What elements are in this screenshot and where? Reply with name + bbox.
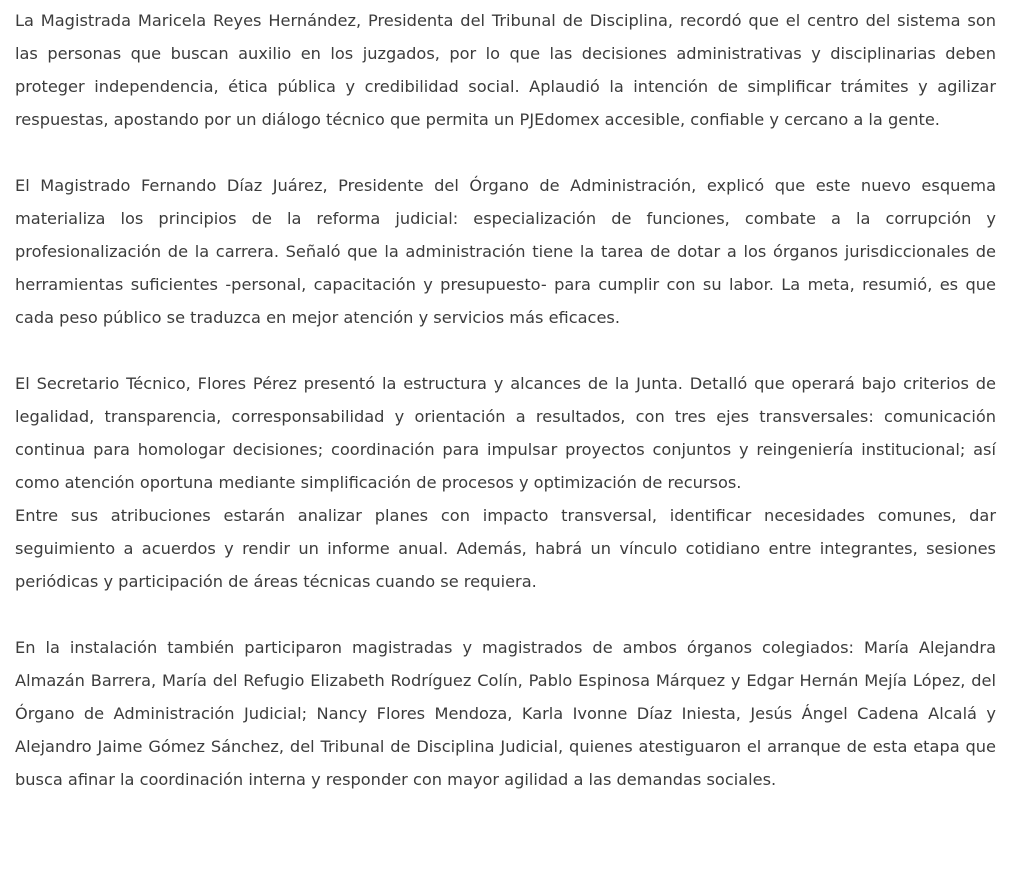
paragraph-diaz-juarez: El Magistrado Fernando Díaz Juárez, Presidente del Órgano de Administración, explicó que este nuevo esquema materializa los principios de la reforma judicial: especialización de funciones, combate a la corrupción y profesionalización de la carrera. Señaló que la administración tiene la tarea de dotar a los órganos jurisdiccionales de herramientas suficientes -personal, capacitación y presupuesto- para cumplir con su labor. La meta, resumió, es que cada peso público se traduzca en mejor atención y servicios más eficaces. bbox=[15, 176, 996, 327]
paragraph-flores-perez: El Secretario Técnico, Flores Pérez presentó la estructura y alcances de la Junta. Detalló que operará bajo criterios de legalidad, transparencia, corresponsabilidad y orientación a resultados, con tres ejes transversales: comunicación continua para homologar decisiones; coordinación para impulsar proyectos conjuntos y reingeniería institucional; así como atención oportuna mediante simplificación de procesos y optimización de recursos. bbox=[15, 374, 996, 492]
paragraph-atribuciones: Entre sus atribuciones estarán analizar planes con impacto transversal, identificar necesidades comunes, dar seguimiento a acuerdos y rendir un informe anual. Además, habrá un vínculo cotidiano entre integrantes, sesiones periódicas y participación de áreas técnicas cuando se requiera. bbox=[15, 506, 996, 591]
paragraph-participantes: En la instalación también participaron magistradas y magistrados de ambos órganos colegiados: María Alejandra Almazán Barrera, María del Refugio Elizabeth Rodríguez Colín, Pablo Espinosa Márquez y Edgar Hernán Mejía López, del Órgano de Administración Judicial; Nancy Flores Mendoza, Karla Ivonne Díaz Iniesta, Jesús Ángel Cadena Alcalá y Alejandro Jaime Gómez Sánchez, del Tribunal de Disciplina Judicial, quienes atestiguaron el arranque de esta etapa que busca afinar la coordinación interna y responder con mayor agilidad a las demandas sociales. bbox=[15, 638, 996, 789]
paragraph-reyes-hernandez: La Magistrada Maricela Reyes Hernández, Presidenta del Tribunal de Disciplina, recordó que el centro del sistema son las personas que buscan auxilio en los juzgados, por lo que las decisiones administrativas y disciplinarias deben proteger independencia, ética pública y credibilidad social. Aplaudió la intención de simplificar trámites y agilizar respuestas, apostando por un diálogo técnico que permita un PJEdomex accesible, confiable y cercano a la gente. bbox=[15, 11, 996, 129]
